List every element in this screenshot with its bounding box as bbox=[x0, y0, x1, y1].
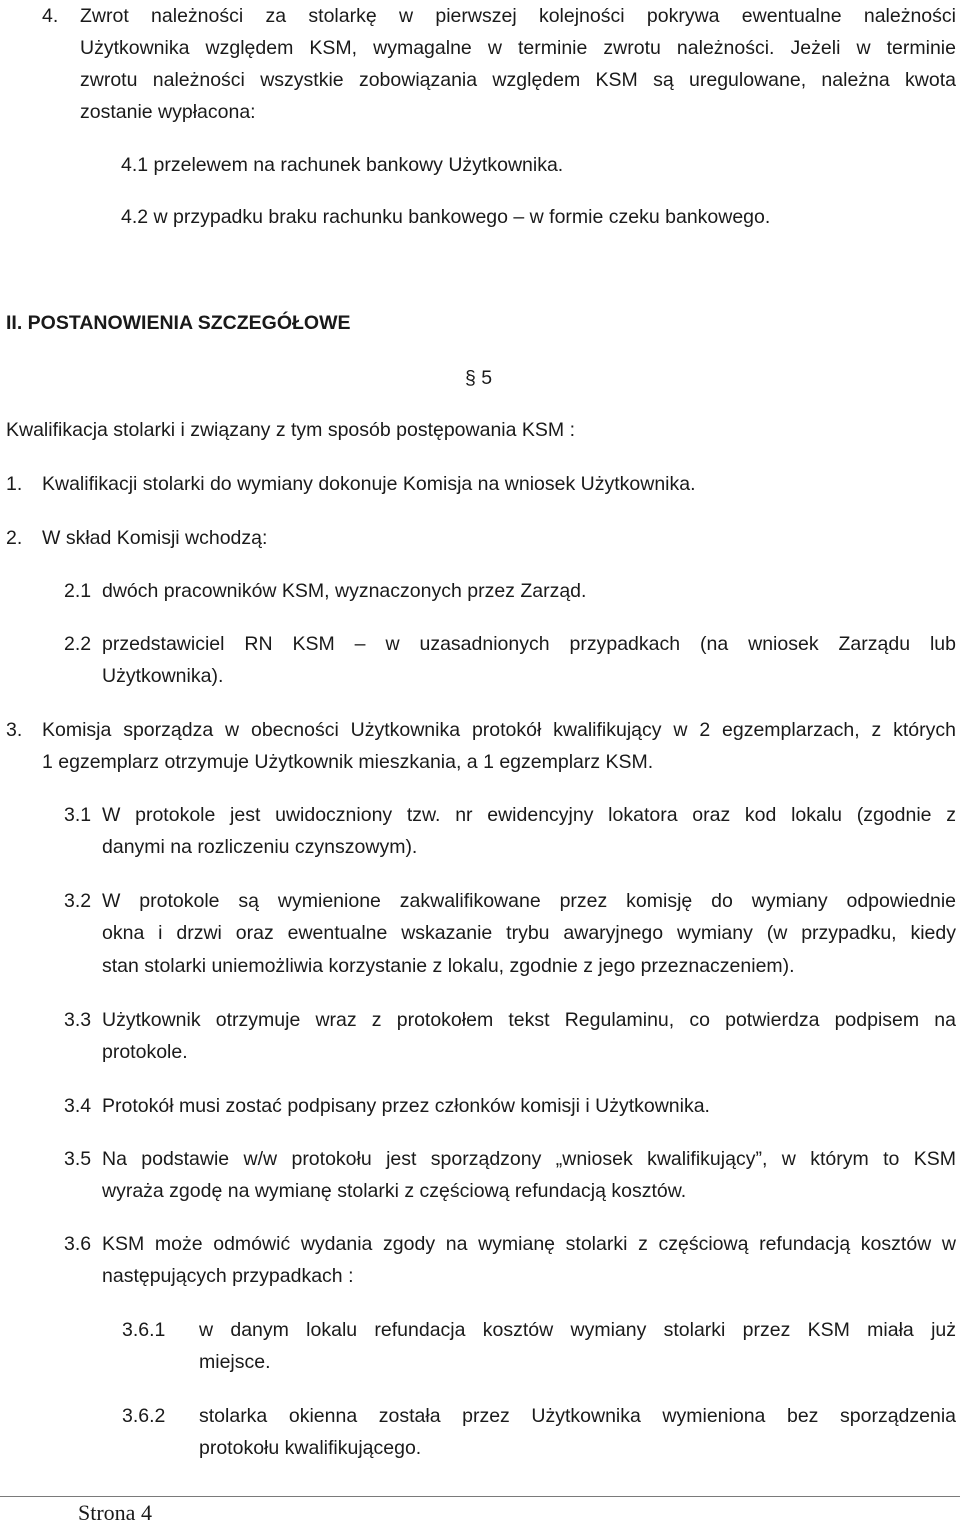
item-number: 3.5 bbox=[64, 1148, 92, 1170]
paragraph-mark: § 5 bbox=[465, 367, 493, 389]
subitem-4-1: 4.1 przelewem na rachunek bankowy Użytkownika. bbox=[121, 154, 564, 176]
item-number: 3.2 bbox=[64, 890, 92, 912]
item-text: protokole. bbox=[102, 1041, 188, 1063]
paragraph-line: Zwrot należności za stolarkę w pierwszej kolejności pokrywa ewentualne należności bbox=[80, 5, 956, 27]
item-number: 3.1 bbox=[64, 804, 92, 826]
section-title: II. POSTANOWIENIA SZCZEGÓŁOWE bbox=[6, 312, 351, 334]
subitem-4-2: 4.2 w przypadku braku rachunku bankowego – w formie czeku bankowego. bbox=[121, 206, 771, 228]
page-number: Strona 4 bbox=[78, 1500, 152, 1525]
item-number: 3.6.2 bbox=[122, 1405, 166, 1427]
item-text: Kwalifikacji stolarki do wymiany dokonuje Komisja na wniosek Użytkownika. bbox=[42, 473, 696, 495]
paragraph-line: zostanie wypłacona: bbox=[80, 101, 256, 123]
item-number: 3.3 bbox=[64, 1009, 92, 1031]
item-text: protokołu kwalifikującego. bbox=[199, 1437, 422, 1459]
item-text: Użytkownik otrzymuje wraz z protokołem tekst Regulaminu, co potwierdza podpisem na bbox=[102, 1009, 956, 1031]
item-text: danymi na rozliczeniu czynszowym). bbox=[102, 836, 418, 858]
item-number: 2. bbox=[6, 527, 23, 549]
item-text: przedstawiciel RN KSM – w uzasadnionych przypadkach (na wniosek Zarządu lub bbox=[102, 633, 956, 655]
item-text: wyraża zgodę na wymianę stolarki z częściową refundacją kosztów. bbox=[102, 1180, 687, 1202]
item-number: 3. bbox=[6, 719, 23, 741]
item-text: Protokół musi zostać podpisany przez członków komisji i Użytkownika. bbox=[102, 1095, 710, 1117]
item-text: 1 egzemplarz otrzymuje Użytkownik mieszkania, a 1 egzemplarz KSM. bbox=[42, 751, 654, 773]
paragraph-line: Użytkownika względem KSM, wymagalne w terminie zwrotu należności. Jeżeli w terminie bbox=[80, 37, 956, 59]
section-intro: Kwalifikacja stolarki i związany z tym sposób postępowania KSM : bbox=[6, 419, 575, 441]
item-text: następujących przypadkach : bbox=[102, 1265, 354, 1287]
item-number: 3.6.1 bbox=[122, 1319, 166, 1341]
item-text: Komisja sporządza w obecności Użytkownika protokół kwalifikujący w 2 egzemplarzach, z których bbox=[42, 719, 956, 741]
item-text: stan stolarki uniemożliwia korzystanie z lokalu, zgodnie z jego przeznaczeniem). bbox=[102, 955, 795, 977]
footer-divider bbox=[0, 1496, 960, 1497]
item-text: Użytkownika). bbox=[102, 665, 224, 687]
item-text: W skład Komisji wchodzą: bbox=[42, 527, 268, 549]
item-text: W protokole są wymienione zakwalifikowane przez komisję do wymiany odpowiednie bbox=[102, 890, 956, 912]
item-text: KSM może odmówić wydania zgody na wymianę stolarki z częściową refundacją kosztów w bbox=[102, 1233, 956, 1255]
item-text: w danym lokalu refundacja kosztów wymiany stolarki przez KSM miała już bbox=[199, 1319, 956, 1341]
paragraph-line: zwrotu należności wszystkie zobowiązania względem KSM są uregulowane, należna kwota bbox=[80, 69, 956, 91]
item-text: W protokole jest uwidoczniony tzw. nr ewidencyjny lokatora oraz kod lokalu (zgodnie z bbox=[102, 804, 956, 826]
item-text: stolarka okienna została przez Użytkownika wymieniona bez sporządzenia bbox=[199, 1405, 956, 1427]
item-number: 1. bbox=[6, 473, 23, 495]
item-text: dwóch pracowników KSM, wyznaczonych przez Zarząd. bbox=[102, 580, 587, 602]
item-number: 3.4 bbox=[64, 1095, 92, 1117]
item-number: 2.1 bbox=[64, 580, 92, 602]
item-number: 4. bbox=[42, 5, 59, 27]
item-number: 3.6 bbox=[64, 1233, 92, 1255]
item-number: 2.2 bbox=[64, 633, 92, 655]
item-text: miejsce. bbox=[199, 1351, 271, 1373]
item-text: okna i drzwi oraz ewentualne wskazanie trybu awaryjnego wymiany (w przypadku, kiedy bbox=[102, 922, 956, 944]
item-text: Na podstawie w/w protokołu jest sporządzony „wniosek kwalifikujący”, w którym to KSM bbox=[102, 1148, 956, 1170]
